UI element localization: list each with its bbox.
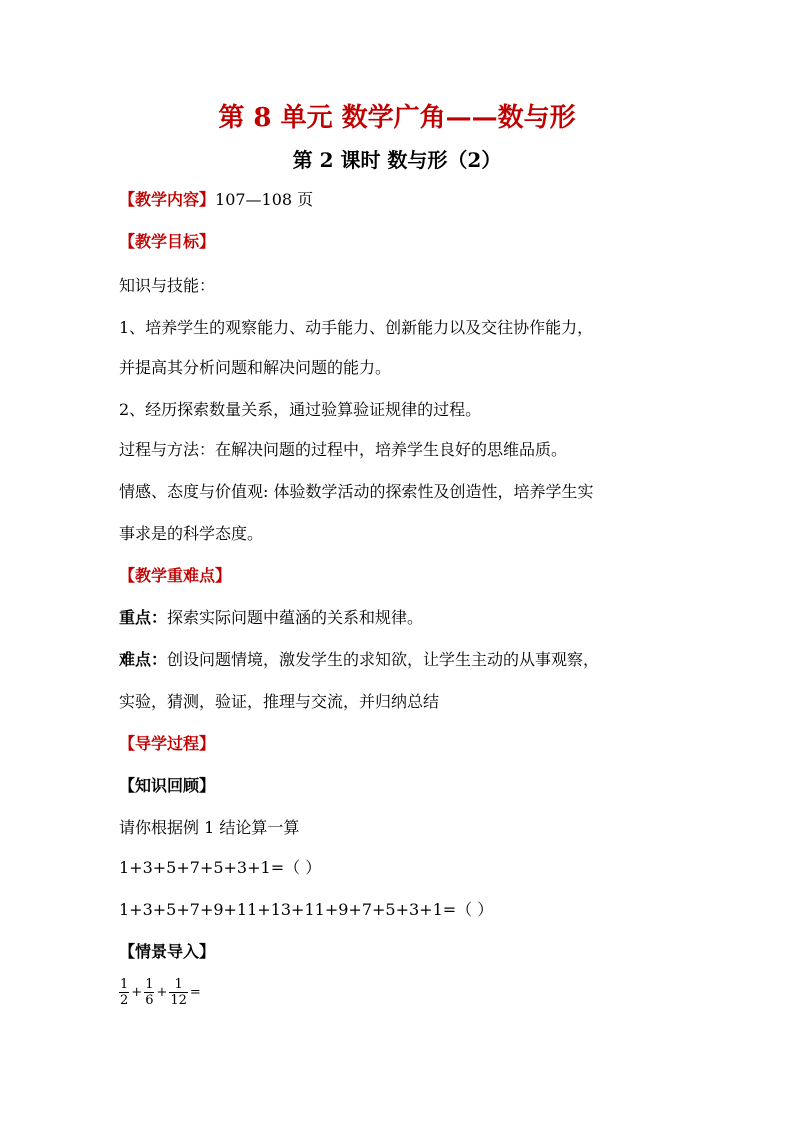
fraction-1 [119,977,129,1008]
lesson-subtitle: 第 2 课时 数与形（2） [292,148,502,172]
equation-2: 1+3+5+7+9+11+13+11+9+7+5+3+1=（ ） [119,900,494,919]
fraction-2-denominator: 6 [145,992,154,1008]
intro-heading: 【情景导入】 [119,942,216,961]
process-method: 过程与方法：在解决问题的过程中，培养学生良好的思维品质。 [119,440,568,459]
guide-heading: 【导学过程】 [119,734,216,753]
focus-line [119,606,679,630]
fraction-1-denominator: 2 [120,992,129,1008]
knowledge-heading: 知识与技能： [119,276,216,295]
fraction-2-numerator: 1 [145,976,154,992]
content-line [119,188,679,212]
objectives-heading: 【教学目标】 [119,232,216,251]
focus-text: 探索实际问题中蕴涵的关系和规律。 [167,608,424,627]
fraction-2 [144,977,154,1008]
fraction-1-numerator: 1 [120,976,129,992]
emotion-line-2: 事求是的科学态度。 [119,524,264,543]
fraction-3-denominator: 12 [170,992,187,1008]
content-label: 【教学内容】 [119,190,216,209]
plus-sign-1: + [131,984,143,1000]
difficulty-line-1 [119,648,679,672]
equals-sign: = [189,984,201,1000]
fraction-expression [119,970,203,1014]
focus-label: 重点： [119,608,168,627]
review-heading: 【知识回顾】 [119,776,216,795]
difficulty-line-2: 实验，猜测，验证，推理与交流，并归纳总结 [119,692,440,711]
difficulty-label: 难点： [119,650,168,669]
fraction-3 [169,977,188,1008]
review-prompt: 请你根据例 1 结论算一算 [119,818,300,837]
plus-sign-2: + [156,984,168,1000]
objective-item-1-line-1: 1、培养学生的观察能力、动手能力、创新能力以及交往协作能力， [119,318,594,337]
fraction-3-numerator: 1 [174,976,183,992]
document-title: 第 8 单元 数学广角——数与形 [218,103,576,133]
content-text: 107—108 页 [215,190,314,209]
equation-1: 1+3+5+7+5+3+1=（ ） [119,858,322,877]
emotion-line-1: 情感、态度与价值观: 体验数学活动的探索性及创造性，培养学生实 [119,482,594,501]
objective-item-2: 2、经历探索数量关系，通过验算验证规律的过程。 [119,400,482,419]
objective-item-1-line-2: 并提高其分析问题和解决问题的能力。 [119,358,392,377]
key-points-heading: 【教学重难点】 [119,566,232,585]
difficulty-text: 创设问题情境，激发学生的求知欲，让学生主动的从事观察， [167,650,600,669]
